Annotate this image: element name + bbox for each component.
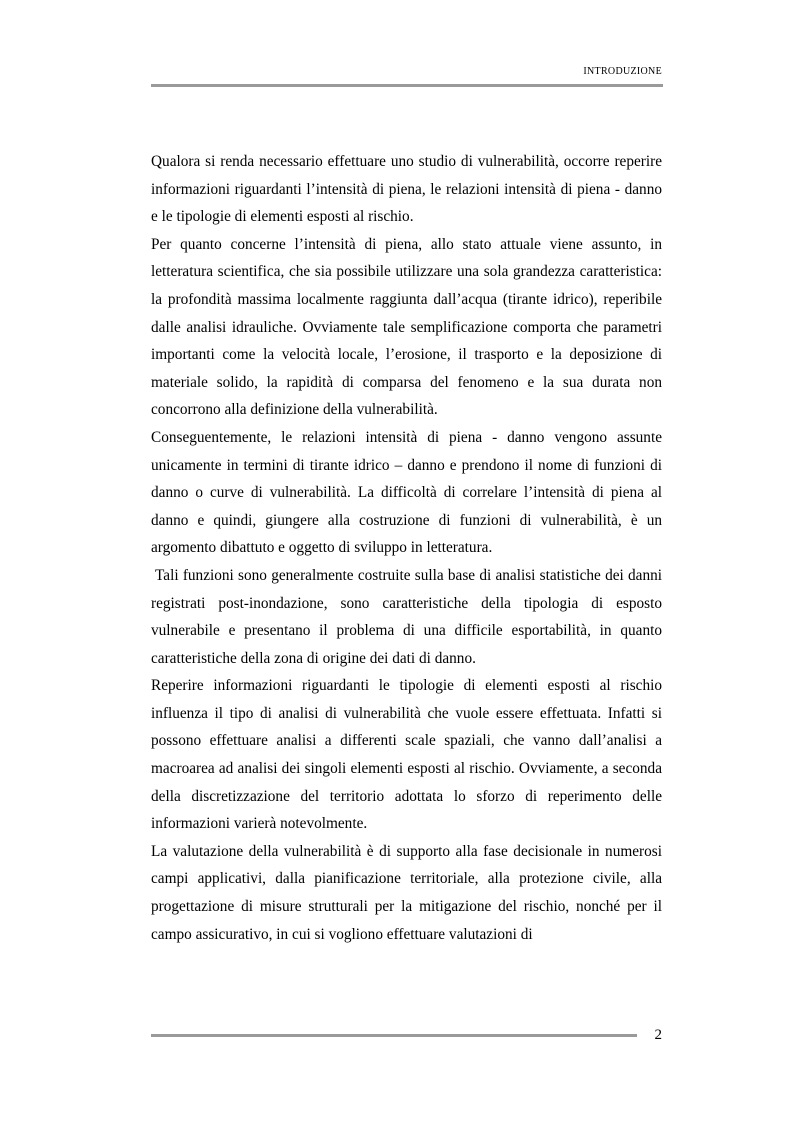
paragraph-damage-relations: Conseguentemente, le relazioni intensità di piena - danno vengono assunte unicamente in termini di tirante idrico – danno e prendono il nome di funzioni di danno o curve di vulnerabilità. La difficoltà di correlare l’intensità di piena al danno e quindi, giungere alla costruzione di funzioni di vulnerabilità, è un argomento dibattuto e oggetto di sviluppo in letteratura.	[151, 428, 662, 557]
page-body	[151, 148, 662, 948]
paragraph-flood-intensity: Per quanto concerne l’intensità di piena, allo stato attuale viene assunto, in letteratura scientifica, che sia possibile utilizzare una sola grandezza caratteristica: la profondità massima localmente raggiunta dall’acqua (tirante idrico), reperibile dalle analisi idrauliche. Ovviamente tale semplificazione comporta che parametri importanti come la velocità locale, l’erosione, il trasporto e la deposizione di materiale solido, la rapidità di comparsa del fenomeno e la sua durata non concorrono alla definizione della vulnerabilità.	[151, 235, 662, 419]
header-divider	[151, 84, 663, 87]
page-number: 2	[654, 1027, 662, 1043]
footer-divider	[151, 1034, 637, 1037]
paragraph-intro: Qualora si renda necessario effettuare uno studio di vulnerabilità, occorre reperire informazioni riguardanti l’intensità di piena, le relazioni intensità di piena - danno e le tipologie di elementi esposti al rischio.	[151, 153, 662, 226]
running-header-title: INTRODUZIONE	[583, 66, 662, 77]
paragraph-damage-functions: Tali funzioni sono generalmente costruite sulla base di analisi statistiche dei danni registrati post-inondazione, sono caratteristiche della tipologia di esposto vulnerabile e presentano il problema di una difficile esportabilità, in quanto caratteristiche della zona di origine dei dati di danno.	[151, 566, 662, 667]
paragraph-exposed-elements: Reperire informazioni riguardanti le tipologie di elementi esposti al rischio influenza il tipo di analisi di vulnerabilità che vuole essere effettuata. Infatti si possono effettuare analisi a differenti scale spaziali, che vanno dall’analisi a macroarea ad analisi dei singoli elementi esposti al rischio. Ovviamente, a seconda della discretizzazione del territorio adottata lo sforzo di reperimento delle informazioni varierà notevolmente.	[151, 677, 662, 833]
paragraph-vulnerability-assessment: La valutazione della vulnerabilità è di supporto alla fase decisionale in numerosi campi applicativi, dalla pianificazione territoriale, alla protezione civile, alla progettazione di misure strutturali per la mitigazione del rischio, nonché per il campo assicurativo, in cui si vogliono effettuare valutazioni di	[151, 842, 662, 943]
